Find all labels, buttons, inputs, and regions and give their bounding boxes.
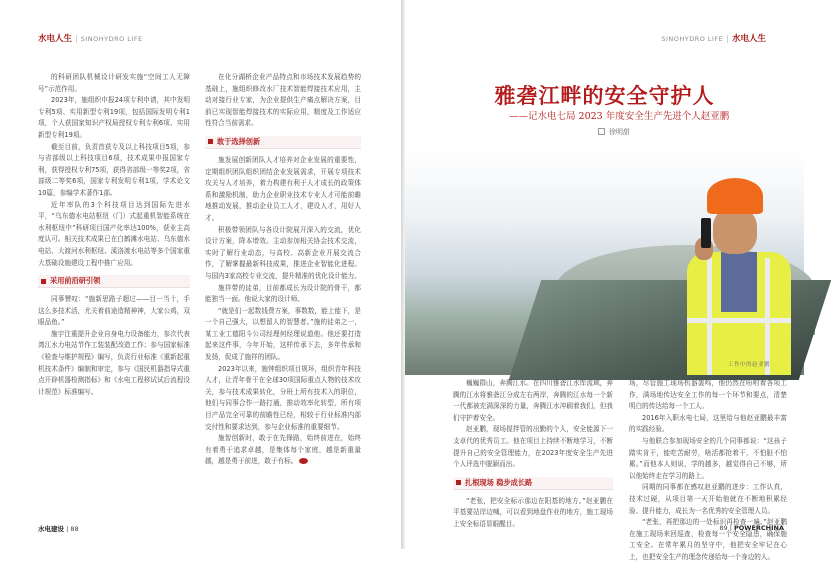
- paragraph: 的科研团队机械设计研发实施“空间工人无障号”示范作用。: [38, 73, 190, 93]
- right-column-1: [453, 378, 613, 528]
- author-name: 徐明甜: [609, 128, 630, 136]
- section-marker-icon: [41, 279, 46, 284]
- running-header-separator: |: [75, 34, 78, 43]
- section-heading-text: 扎根现场 稳步成长路: [465, 477, 533, 487]
- running-header-left: [38, 32, 143, 44]
- folio-right-page: 89: [719, 524, 728, 532]
- phone-icon: [701, 218, 711, 248]
- worker-shirt: [721, 252, 757, 312]
- paragraph: 近年率队的3个科技项目达到国际先进水平，“乌东德水电站枢纽（门）式起重机智能系统在水利枢纽中”科研项目国产化率达100%，获业主高度认可。相关技术成果已在白鹤滩水电站、乌东德水电站、大渡河水利枢纽、溪洛渡水电站等多个国家重大基础设施建设工程中推广应用。: [38, 200, 190, 267]
- paragraph: 施发展创新团队人才培养对企业发展的重要性，定期组织团队组织团结企业发展需求，开展专项技术攻关与人才培养，着力构建有利于人才成长的政策体系和激励机制，助力企业职业技术专业人才可能前瞻地推动发展，推动企业员工人才，建设人才，用好人才。: [205, 155, 361, 222]
- running-header-right-zh: 水电人生: [731, 34, 766, 44]
- paragraph: “老张，再把那边的一处标识再检查一遍。”赵亚鹏在施工现场来回巡查，检查每一个安全隐患，确保施工安全。在常年累月的坚守中，他把安全牢记在心上，也把安全生产的理念传递给每一个身边的人。: [629, 518, 787, 561]
- left-column-2: [205, 72, 361, 492]
- paragraph: 2023年以来，施钟组织项目规环，组织青年科技人才，让青年骨干在全球30项国际重点人物的技术攻关，参与技术成果转化，分班上所有技术入的职位，他们与同事合作一路打通，推动效率化转型，所有项目产品完全可靠的前瞻性已经，相较于行业标准内部交付性和要求达到，参与企业标准的重要细节。: [205, 364, 361, 431]
- paragraph-text: 施智创新时，敢于在先锋路，始终前进在，始终有着勇于追求卓越，是集体每个家庭，越是新重量越，越是勇于前进，敢于有标。: [205, 434, 361, 466]
- running-header-separator: |: [726, 34, 729, 43]
- paragraph: “就是们一起数钱费方案，事数数，能上能下，是一个自己强大，以想留人的智慧者。”施的徒弟之一，某工业工德阳斗公司经理何经理说道他。他还要打造起来这件事，今年开始，这样传承下去，多年传承和发扬，促成了施祥的团队。: [205, 306, 361, 362]
- vest-stripe: [707, 258, 712, 375]
- worker-face: [713, 208, 757, 254]
- hero-photo: [405, 150, 804, 375]
- author-box-icon: [598, 128, 605, 135]
- right-page: [405, 0, 804, 561]
- running-header-left-en: SINOHYDRO LIFE: [80, 35, 143, 43]
- article-title: 雅砻江畔的安全守护人: [494, 84, 715, 108]
- section-marker-icon: [456, 480, 461, 485]
- paragraph: 在化分湖桥企业产品特点和市场技术发展趋势的基础上，施组织修改水厂技术智能焊接技术应用，主动对接行业专家，为企业提供生产痛点解决方案，目前已实现智能焊接技术的实际应用，精度及工作适应性符合当前需求。: [205, 73, 361, 128]
- worker-figure: [677, 178, 797, 375]
- paragraph: 同期的同事都在感叹赵亚鹏的进步：工作认真，技术过硬，从项目第一天开始他就在不断地积累经验、提升能力，成长为一名优秀的安全管理人员。: [629, 483, 787, 515]
- paragraph: 与他联合参加现场安全的几个同事都说：“这孩子踏实肯干，能吃苦耐劳，啥活都抢着干，不怕脏不怕累。”而他本人则说，学的越多，越觉得自己不够，所以他始终走在学习的路上。: [629, 436, 787, 480]
- article-subtitle: ——记水电七局 2023 年度安全生产先进个人赵亚鹏: [509, 111, 730, 122]
- paragraph: 巍巍群山，奔腾江水。在四川雅砻江水库流域，奔腾的江水将雅砻江分成左右两岸，奔腾的江水每一个新一代都被充满深深的力量，奔腾江水冲刷着我们，但我们守护着安全。: [453, 379, 613, 422]
- section-heading-1: [38, 275, 190, 288]
- hard-hat-icon: [707, 178, 763, 214]
- section-marker-icon: [208, 139, 213, 144]
- vest-stripe: [765, 258, 770, 375]
- paragraph: 施祥带的徒弟，目前都成长为设计院的骨干，都能独当一面。他说大家的设计师。: [205, 283, 361, 304]
- section-heading-2: [205, 136, 361, 149]
- paragraph: 施宇注重提升企业自身电力设备能力，参次代表湾江水力电站节作工装装配改造工作；参与国家标准《检查与维护规程》编写，负责行业标准《重新起重机技术条件》编制和审定，参与《国民机器指导式重点开辟机器检测指标》和《水电工程移试试后流程设计规范》标准编写。: [38, 329, 190, 396]
- running-header-right: [661, 32, 766, 44]
- paragraph: 赵亚鹏，现场搅拌管的出勤的个人，安全能源下一支卓代的优秀员工。他在项目上持续不断地学习，不断提升自己的安全管理能力，在2023年度安全生产先进个人评选中脱颖而出。: [453, 425, 613, 469]
- paragraph: [205, 433, 361, 468]
- section-heading-text: 敢于选择创新: [217, 137, 261, 147]
- paragraph: “老张，把安全标示那边在阳基的地方。”赵亚鹏在平基要站岸边喊，可以看到地盘作业的地方，施工现场上安全标语显眼醒目。: [453, 496, 613, 528]
- vest-stripe: [687, 318, 791, 323]
- paragraph: 2016年入职水电七局，这里给与他赵亚鹏最丰富的实践经验。: [629, 413, 787, 434]
- end-mark-icon: [299, 458, 308, 464]
- section-heading-text: 采用前沿研引领: [50, 276, 101, 286]
- paragraph: 场，尽管施工现场机器轰鸣，他仍然在吩咐着各项工作，满场地传达安全工作的每一个环节和要点，清楚明白的传达给每一个工人。: [629, 379, 787, 411]
- folio-right-name: POWERCHINA: [733, 524, 784, 532]
- article-author: [598, 127, 630, 137]
- left-page: [0, 0, 401, 549]
- folio-right: 89 | POWERCHINA: [719, 524, 784, 532]
- section-heading-3: [453, 477, 613, 490]
- folio-left-name: 水电建设: [38, 525, 64, 533]
- paragraph: 2023年，施组织申报24项专利申请，其中发明专利5项、实用新型专利19项，包括国际发明专利1项，个人获国家知识产权局授权专利专利6项、实用新型专利19项。: [38, 96, 190, 139]
- left-column-1: [38, 72, 190, 527]
- paragraph: 同事赞叹：“施新思路子超过——目一当十，手这么多技术活，尤关着前途造精神神，大家公鸡，双眼品鱼。”: [38, 295, 190, 327]
- running-header-right-en: SINOHYDRO LIFE: [661, 35, 724, 43]
- paragraph: 积极带领团队与各设计院展开深入的交流，优化设计方案，降本增效。主动参加相关协会技术交流，实时了解行业动态，与高校、高新企业开展交流合作，了解掌握最新科技成果，推进企业智能化进程。与国内3家高校专业交流，提升精准的优化设计能力。: [205, 225, 361, 280]
- folio-left-page: 88: [70, 525, 79, 533]
- paragraph: 截至目前，负责首获专及以上科技项目5项，参与省部级以上科技项目6项，技术成果申报国家专利，获得授权专利75项，获得省部级一等奖2项，省部级二等奖6项，国家专利发明专利1项，学术论文10篇，参编学术著作1部。: [38, 142, 190, 197]
- folio-left: 水电建设 | 88: [38, 525, 79, 533]
- photo-caption: 工作中的赵亚鹏: [727, 362, 770, 368]
- running-header-left-zh: 水电人生: [38, 34, 73, 44]
